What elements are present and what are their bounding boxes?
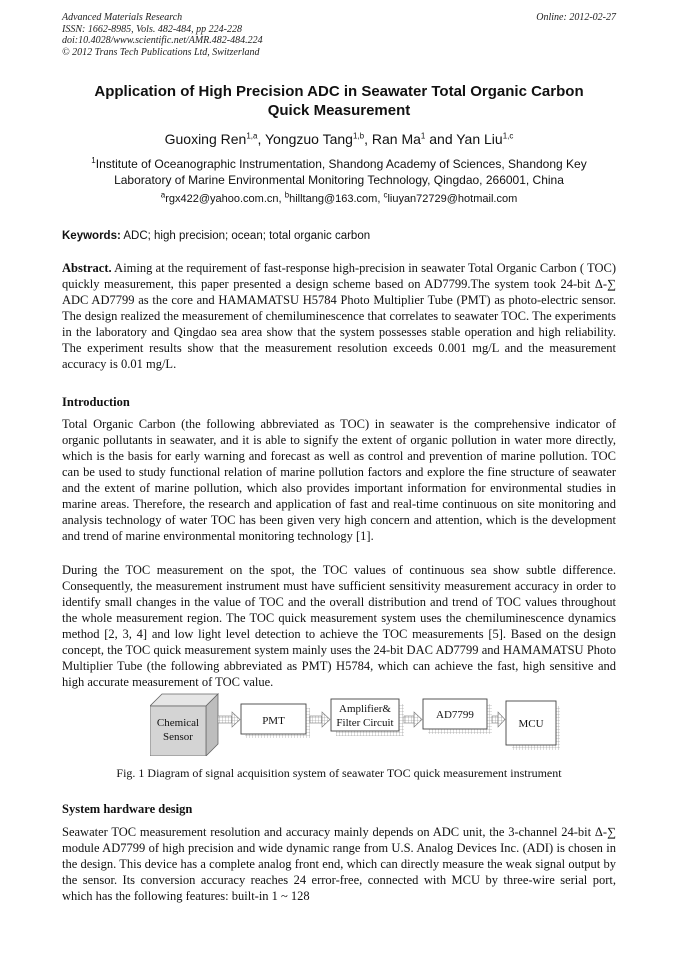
author-sup: 1,a <box>246 131 258 141</box>
keywords <box>62 229 616 243</box>
title-line-2: Quick Measurement <box>267 102 411 119</box>
journal-copyright: © 2012 Trans Tech Publications Ltd, Switzerland <box>62 46 260 58</box>
keywords-text: ADC; high precision; ocean; total organic carbon <box>120 230 371 242</box>
email-sup: c <box>383 190 388 200</box>
adc-label: AD7799 <box>436 709 474 721</box>
introduction-paragraph-2: During the TOC measurement on the spot, the TOC values of continuous sea show subtle difference. Consequently, the measurement instrument must have sufficient sensitivity measurement accuracy in order to identify small changes in the value of TOC and the overall distribution and trend of TOC values throughout the whole measurement region. The TOC quick measurement system uses the chemiluminescence dynamics method [2, 3, 4] and low light level detection to achieve the TOC measurements [5]. Based on the design concept, the TOC quick measurement system mainly uses the 24-bit DAC AD7799 and HAMAMATSU Photo Multiplier Tube (the following abbreviated as PMT) H5784, which can achieve the fast, high sensitive and high accurate measurement of TOC value. <box>62 563 616 689</box>
affiliation-sup: 1 <box>91 156 96 165</box>
amplifier-filter-block <box>331 699 404 736</box>
pmt-label: PMT <box>262 715 285 727</box>
affiliation-line-2: Laboratory of Marine Environmental Monitoring Technology, Qingdao, 266001, China <box>114 173 564 187</box>
introduction-heading: Introduction <box>62 395 130 409</box>
author-name: Ran Ma <box>371 131 421 147</box>
hardware-heading: System hardware design <box>62 802 193 816</box>
author-separator: , <box>257 131 265 147</box>
affiliation <box>62 156 616 188</box>
hardware-paragraph: Seawater TOC measurement resolution and accuracy mainly depends on ADC unit, the 3-channel 24-bit Δ-∑ module AD7799 of high precision and wide dynamic range from U.S. Analog Devices Inc. (ADI) is chosen in the design. This device has a complete analog front end, which can directly measure the weak signal output by the sensor. Its conversion accuracy reaches 24 error-free, connected with MCU by three-wire serial port, which has the following features: built-in 1 ~ 128 <box>62 825 616 903</box>
flow-arrow <box>310 712 330 727</box>
amplifier-label-line-2: Filter Circuit <box>336 717 394 729</box>
email-address[interactable]: liuyan72729@hotmail.com <box>387 193 518 205</box>
author-sup: 1,b <box>352 131 365 141</box>
sensor-label-line-2: Sensor <box>163 731 193 743</box>
abstract-label: Abstract. <box>62 261 112 275</box>
online-date: Online: 2012-02-27 <box>536 12 616 23</box>
chemical-sensor-block <box>150 694 218 756</box>
adc-block <box>423 699 492 734</box>
keywords-label: Keywords: <box>62 230 121 242</box>
author-separator: and <box>425 131 457 147</box>
mcu-block <box>506 701 560 750</box>
journal-header <box>62 12 616 58</box>
flow-arrow <box>492 712 505 727</box>
abstract-text: Aiming at the requirement of fast-response high-precision in seawater Total Organic Carbon ( TOC) quickly measurement, this paper presented a design scheme based on AD7799.The system took 24-bit Δ-∑ ADC AD7799 as the core and HAMAMATSU H5784 Photo Multiplier Tube (PMT) as photo-electric sensor. The design realized the measurement of chemiluminescence that correlates to seawater TOC. The experiments in the laboratory and Qingdao sea area show that the system possesses stable operation and high reliability. The experiment results show that the measurement resolution exceeds 0.001 mg/L and the measurement accuracy is 0.01 mg/L. <box>62 261 616 371</box>
author-sup: 1,c <box>502 131 514 141</box>
author-name: Guoxing Ren <box>164 131 247 147</box>
title-line-1: Application of High Precision ADC in Seawater Total Organic Carbon <box>94 83 584 100</box>
affiliation-line-1: Institute of Oceanographic Instrumentation, Shandong Academy of Sciences, Shandong Key <box>95 157 587 171</box>
flow-arrow <box>218 712 240 727</box>
paper-title <box>62 82 616 120</box>
author-sup: 1 <box>420 131 426 141</box>
signal-acquisition-diagram <box>150 690 560 756</box>
author-name: Yongzuo Tang <box>264 131 353 147</box>
author-name: Yan Liu <box>456 131 503 147</box>
flow-arrow <box>404 712 422 727</box>
email-sup: b <box>284 190 290 200</box>
author-list <box>62 130 616 148</box>
email-address[interactable]: hilltang@163.com <box>289 193 378 205</box>
mcu-label: MCU <box>518 718 544 730</box>
amplifier-label-line-1: Amplifier& <box>339 703 391 715</box>
abstract <box>62 260 616 372</box>
journal-name: Advanced Materials Research <box>62 12 183 23</box>
pmt-block <box>241 704 310 738</box>
email-list: $^a$rgx422@yahoo.com.cn, $^b$hilltang@163.com, $^c$liuyan72729@hotmail.com <box>160 190 518 205</box>
figure-caption: Fig. 1 Diagram of signal acquisition system of seawater TOC quick measurement instrument <box>116 766 562 780</box>
email-address[interactable]: rgx422@yahoo.com.cn <box>165 193 279 205</box>
journal-issn: ISSN: 1662-8985, Vols. 482-484, pp 224-228 <box>62 23 242 35</box>
journal-doi: doi:10.4028/www.scientific.net/AMR.482-484.224 <box>62 35 263 46</box>
author-separator: , <box>364 131 372 147</box>
introduction-paragraph-1: Total Organic Carbon (the following abbreviated as TOC) in seawater is the comprehensive indicator of organic pollutants in seawater, and it is able to signify the extent of organic pollution in water more directly, which is the basis for early warning and forecast as well as control and prevention of marine pollution. TOC can be used to study functional relation of marine pollution factors and explore the fine structure of seawater and the extent of marine pollution, which also provides important information for environmental studies in marine areas. Therefore, the research and application of fast and real-time continuous on site monitoring and analysis technology of water TOC has been given very high concern and attention, which is the development and trend of marine environmental monitoring technology [1]. <box>62 417 616 543</box>
email-sup: a <box>160 190 166 200</box>
sensor-label-line-1: Chemical <box>156 717 200 729</box>
